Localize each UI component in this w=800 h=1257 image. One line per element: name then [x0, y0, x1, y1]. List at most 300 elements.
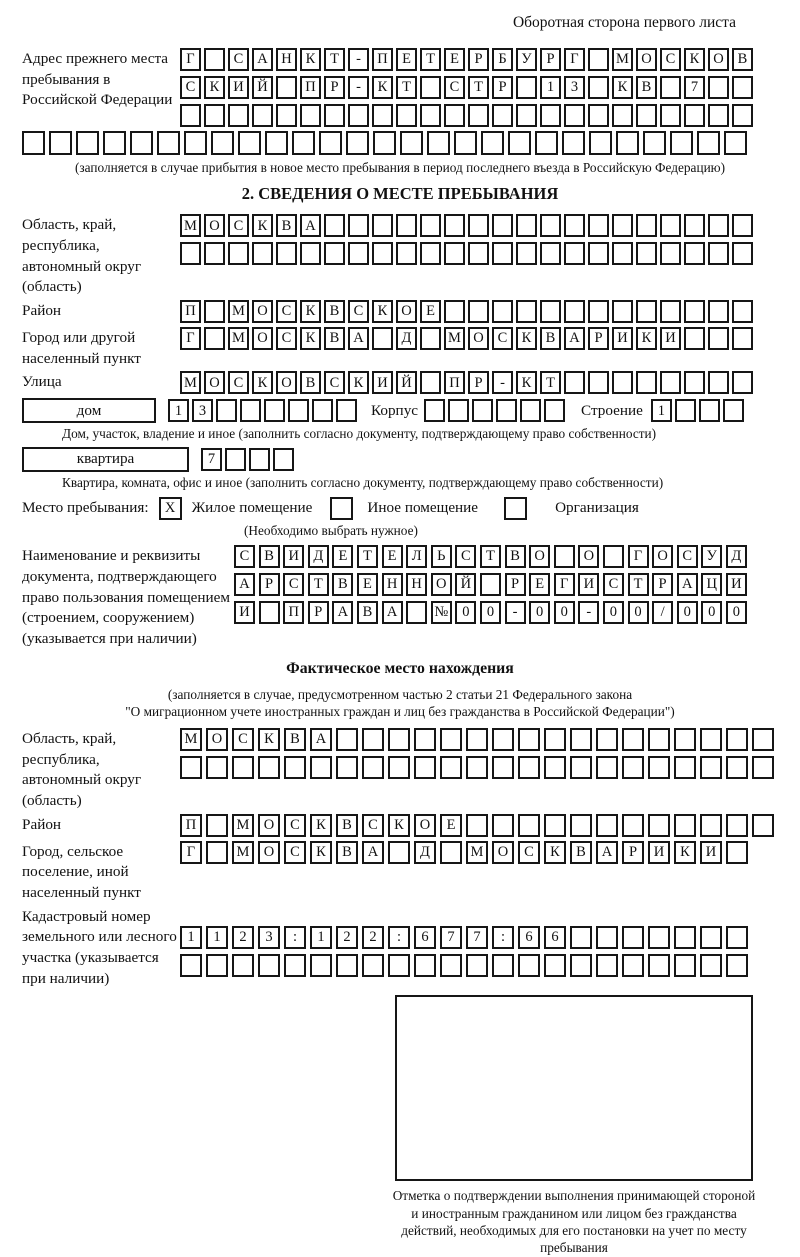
- char-cell[interactable]: К: [684, 48, 705, 71]
- char-cell[interactable]: [468, 104, 489, 127]
- char-cell[interactable]: У: [516, 48, 537, 71]
- char-cell[interactable]: А: [382, 601, 403, 624]
- char-cell[interactable]: [588, 300, 609, 323]
- char-cell[interactable]: Н: [382, 573, 403, 596]
- char-cell[interactable]: И: [578, 573, 599, 596]
- char-cell[interactable]: [420, 104, 441, 127]
- char-cell[interactable]: Р: [468, 48, 489, 71]
- char-cell[interactable]: С: [660, 48, 681, 71]
- char-cell[interactable]: [612, 371, 633, 394]
- char-cell[interactable]: [228, 104, 249, 127]
- char-cell[interactable]: [206, 841, 228, 864]
- char-cell[interactable]: Е: [382, 545, 403, 568]
- char-cell[interactable]: Р: [505, 573, 526, 596]
- char-cell[interactable]: [700, 926, 722, 949]
- char-cell[interactable]: [660, 104, 681, 127]
- char-cell[interactable]: Т: [540, 371, 561, 394]
- char-cell[interactable]: 2: [232, 926, 254, 949]
- char-cell[interactable]: [312, 399, 333, 422]
- char-cell[interactable]: С: [180, 76, 201, 99]
- char-cell[interactable]: [348, 104, 369, 127]
- char-cell[interactable]: М: [612, 48, 633, 71]
- char-cell[interactable]: [697, 131, 720, 155]
- char-cell[interactable]: С: [677, 545, 698, 568]
- char-cell[interactable]: [232, 756, 254, 779]
- char-cell[interactable]: [726, 841, 748, 864]
- char-cell[interactable]: О: [414, 814, 436, 837]
- char-cell[interactable]: А: [677, 573, 698, 596]
- char-cell[interactable]: [22, 131, 45, 155]
- char-cell[interactable]: [420, 242, 441, 265]
- char-cell[interactable]: Р: [308, 601, 329, 624]
- char-cell[interactable]: [540, 300, 561, 323]
- char-cell[interactable]: [444, 214, 465, 237]
- char-cell[interactable]: [732, 300, 753, 323]
- char-cell[interactable]: [554, 545, 575, 568]
- char-cell[interactable]: [180, 954, 202, 977]
- char-cell[interactable]: [674, 728, 696, 751]
- char-cell[interactable]: Т: [308, 573, 329, 596]
- char-cell[interactable]: П: [180, 300, 201, 323]
- char-cell[interactable]: [228, 242, 249, 265]
- char-cell[interactable]: М: [180, 214, 201, 237]
- char-cell[interactable]: [724, 131, 747, 155]
- char-cell[interactable]: О: [431, 573, 452, 596]
- char-cell[interactable]: [564, 214, 585, 237]
- char-cell[interactable]: [516, 76, 537, 99]
- char-cell[interactable]: [564, 242, 585, 265]
- char-cell[interactable]: Б: [492, 48, 513, 71]
- char-cell[interactable]: К: [310, 814, 332, 837]
- char-cell[interactable]: [570, 756, 592, 779]
- char-cell[interactable]: С: [455, 545, 476, 568]
- char-cell[interactable]: В: [332, 573, 353, 596]
- char-cell[interactable]: [732, 104, 753, 127]
- char-cell[interactable]: [372, 242, 393, 265]
- char-cell[interactable]: [284, 954, 306, 977]
- char-cell[interactable]: [588, 104, 609, 127]
- char-cell[interactable]: [400, 131, 423, 155]
- char-cell[interactable]: 7: [466, 926, 488, 949]
- char-cell[interactable]: [258, 756, 280, 779]
- char-cell[interactable]: И: [726, 573, 747, 596]
- char-cell[interactable]: В: [324, 300, 345, 323]
- char-cell[interactable]: [310, 756, 332, 779]
- char-cell[interactable]: [240, 399, 261, 422]
- char-cell[interactable]: [564, 104, 585, 127]
- char-cell[interactable]: [388, 756, 410, 779]
- char-cell[interactable]: Д: [308, 545, 329, 568]
- char-cell[interactable]: Р: [622, 841, 644, 864]
- char-cell[interactable]: [708, 300, 729, 323]
- char-cell[interactable]: 0: [455, 601, 476, 624]
- char-cell[interactable]: [540, 214, 561, 237]
- char-cell[interactable]: [336, 756, 358, 779]
- char-cell[interactable]: [362, 756, 384, 779]
- char-cell[interactable]: [732, 327, 753, 350]
- char-cell[interactable]: [699, 399, 720, 422]
- char-cell[interactable]: [225, 448, 246, 471]
- char-cell[interactable]: [544, 728, 566, 751]
- char-cell[interactable]: 1: [310, 926, 332, 949]
- char-cell[interactable]: П: [180, 814, 202, 837]
- char-cell[interactable]: [726, 756, 748, 779]
- char-cell[interactable]: [348, 242, 369, 265]
- char-cell[interactable]: С: [276, 300, 297, 323]
- char-cell[interactable]: [570, 728, 592, 751]
- char-cell[interactable]: С: [232, 728, 254, 751]
- char-cell[interactable]: [622, 926, 644, 949]
- char-cell[interactable]: [492, 242, 513, 265]
- char-cell[interactable]: [508, 131, 531, 155]
- char-cell[interactable]: [518, 756, 540, 779]
- char-cell[interactable]: [373, 131, 396, 155]
- char-cell[interactable]: М: [180, 371, 201, 394]
- char-cell[interactable]: В: [357, 601, 378, 624]
- char-cell[interactable]: 0: [701, 601, 722, 624]
- char-cell[interactable]: Т: [468, 76, 489, 99]
- char-cell[interactable]: [204, 48, 225, 71]
- char-cell[interactable]: [520, 399, 541, 422]
- char-cell[interactable]: [752, 756, 774, 779]
- char-cell[interactable]: Е: [529, 573, 550, 596]
- char-cell[interactable]: К: [636, 327, 657, 350]
- char-cell[interactable]: О: [276, 371, 297, 394]
- char-cell[interactable]: [636, 371, 657, 394]
- char-cell[interactable]: [440, 954, 462, 977]
- char-cell[interactable]: [570, 926, 592, 949]
- char-cell[interactable]: [492, 728, 514, 751]
- char-cell[interactable]: С: [276, 327, 297, 350]
- checkbox-other-premises[interactable]: [330, 497, 353, 520]
- char-cell[interactable]: [480, 573, 501, 596]
- checkbox-organization[interactable]: [504, 497, 527, 520]
- char-cell[interactable]: 1: [540, 76, 561, 99]
- char-cell[interactable]: [288, 399, 309, 422]
- char-cell[interactable]: [684, 327, 705, 350]
- char-cell[interactable]: Т: [420, 48, 441, 71]
- char-cell[interactable]: Ц: [701, 573, 722, 596]
- char-cell[interactable]: В: [324, 327, 345, 350]
- char-cell[interactable]: [596, 728, 618, 751]
- char-cell[interactable]: Т: [357, 545, 378, 568]
- char-cell[interactable]: С: [284, 841, 306, 864]
- char-cell[interactable]: [684, 214, 705, 237]
- char-cell[interactable]: К: [258, 728, 280, 751]
- char-cell[interactable]: Й: [455, 573, 476, 596]
- char-cell[interactable]: [516, 242, 537, 265]
- char-cell[interactable]: П: [283, 601, 304, 624]
- char-cell[interactable]: [492, 104, 513, 127]
- char-cell[interactable]: В: [570, 841, 592, 864]
- char-cell[interactable]: Д: [414, 841, 436, 864]
- char-cell[interactable]: В: [336, 814, 358, 837]
- char-cell[interactable]: М: [228, 327, 249, 350]
- char-cell[interactable]: Г: [180, 841, 202, 864]
- char-cell[interactable]: И: [660, 327, 681, 350]
- char-cell[interactable]: А: [362, 841, 384, 864]
- char-cell[interactable]: [362, 954, 384, 977]
- char-cell[interactable]: [660, 371, 681, 394]
- char-cell[interactable]: [596, 814, 618, 837]
- char-cell[interactable]: К: [300, 327, 321, 350]
- char-cell[interactable]: П: [372, 48, 393, 71]
- char-cell[interactable]: [180, 756, 202, 779]
- char-cell[interactable]: [674, 954, 696, 977]
- char-cell[interactable]: [204, 327, 225, 350]
- char-cell[interactable]: [180, 104, 201, 127]
- char-cell[interactable]: С: [284, 814, 306, 837]
- char-cell[interactable]: [184, 131, 207, 155]
- char-cell[interactable]: О: [652, 545, 673, 568]
- char-cell[interactable]: 0: [726, 601, 747, 624]
- char-cell[interactable]: И: [234, 601, 255, 624]
- char-cell[interactable]: [570, 814, 592, 837]
- char-cell[interactable]: К: [300, 48, 321, 71]
- char-cell[interactable]: [310, 954, 332, 977]
- char-cell[interactable]: Н: [406, 573, 427, 596]
- char-cell[interactable]: [589, 131, 612, 155]
- char-cell[interactable]: [570, 954, 592, 977]
- char-cell[interactable]: Р: [259, 573, 280, 596]
- char-cell[interactable]: У: [701, 545, 722, 568]
- char-cell[interactable]: [723, 399, 744, 422]
- char-cell[interactable]: К: [612, 76, 633, 99]
- char-cell[interactable]: [324, 104, 345, 127]
- checkbox-residential[interactable]: X: [159, 497, 182, 520]
- char-cell[interactable]: [300, 242, 321, 265]
- char-cell[interactable]: [588, 242, 609, 265]
- char-cell[interactable]: К: [372, 76, 393, 99]
- char-cell[interactable]: [211, 131, 234, 155]
- char-cell[interactable]: Т: [324, 48, 345, 71]
- char-cell[interactable]: П: [300, 76, 321, 99]
- char-cell[interactable]: О: [396, 300, 417, 323]
- char-cell[interactable]: [562, 131, 585, 155]
- char-cell[interactable]: [636, 214, 657, 237]
- char-cell[interactable]: [206, 954, 228, 977]
- char-cell[interactable]: А: [252, 48, 273, 71]
- char-cell[interactable]: [396, 104, 417, 127]
- char-cell[interactable]: [346, 131, 369, 155]
- char-cell[interactable]: [466, 728, 488, 751]
- char-cell[interactable]: К: [388, 814, 410, 837]
- char-cell[interactable]: 6: [544, 926, 566, 949]
- char-cell[interactable]: [238, 131, 261, 155]
- char-cell[interactable]: [544, 814, 566, 837]
- char-cell[interactable]: [708, 242, 729, 265]
- char-cell[interactable]: [708, 76, 729, 99]
- char-cell[interactable]: К: [372, 300, 393, 323]
- char-cell[interactable]: [675, 399, 696, 422]
- char-cell[interactable]: Т: [396, 76, 417, 99]
- char-cell[interactable]: П: [444, 371, 465, 394]
- char-cell[interactable]: [684, 242, 705, 265]
- char-cell[interactable]: [544, 756, 566, 779]
- char-cell[interactable]: С: [362, 814, 384, 837]
- char-cell[interactable]: [319, 131, 342, 155]
- char-cell[interactable]: 3: [564, 76, 585, 99]
- char-cell[interactable]: С: [228, 48, 249, 71]
- char-cell[interactable]: [468, 242, 489, 265]
- char-cell[interactable]: 7: [201, 448, 222, 471]
- char-cell[interactable]: [324, 214, 345, 237]
- char-cell[interactable]: 2: [336, 926, 358, 949]
- char-cell[interactable]: [414, 756, 436, 779]
- char-cell[interactable]: С: [444, 76, 465, 99]
- char-cell[interactable]: [670, 131, 693, 155]
- char-cell[interactable]: [49, 131, 72, 155]
- char-cell[interactable]: -: [578, 601, 599, 624]
- char-cell[interactable]: [726, 926, 748, 949]
- char-cell[interactable]: Т: [628, 573, 649, 596]
- char-cell[interactable]: -: [505, 601, 526, 624]
- char-cell[interactable]: [492, 954, 514, 977]
- char-cell[interactable]: [276, 76, 297, 99]
- char-cell[interactable]: [372, 214, 393, 237]
- char-cell[interactable]: [206, 814, 228, 837]
- char-cell[interactable]: Ь: [431, 545, 452, 568]
- char-cell[interactable]: А: [300, 214, 321, 237]
- char-cell[interactable]: А: [596, 841, 618, 864]
- char-cell[interactable]: Г: [564, 48, 585, 71]
- char-cell[interactable]: [674, 814, 696, 837]
- char-cell[interactable]: [420, 214, 441, 237]
- char-cell[interactable]: И: [612, 327, 633, 350]
- char-cell[interactable]: М: [466, 841, 488, 864]
- char-cell[interactable]: [596, 954, 618, 977]
- char-cell[interactable]: [466, 954, 488, 977]
- char-cell[interactable]: [348, 214, 369, 237]
- char-cell[interactable]: С: [348, 300, 369, 323]
- char-cell[interactable]: [643, 131, 666, 155]
- char-cell[interactable]: [636, 300, 657, 323]
- char-cell[interactable]: [481, 131, 504, 155]
- char-cell[interactable]: [492, 756, 514, 779]
- char-cell[interactable]: 7: [440, 926, 462, 949]
- char-cell[interactable]: [648, 756, 670, 779]
- char-cell[interactable]: [588, 371, 609, 394]
- char-cell[interactable]: 6: [414, 926, 436, 949]
- char-cell[interactable]: [492, 814, 514, 837]
- char-cell[interactable]: [700, 756, 722, 779]
- char-cell[interactable]: 3: [192, 399, 213, 422]
- char-cell[interactable]: [516, 300, 537, 323]
- char-cell[interactable]: Л: [406, 545, 427, 568]
- char-cell[interactable]: [612, 242, 633, 265]
- char-cell[interactable]: [636, 242, 657, 265]
- apartment-type-box[interactable]: [22, 447, 189, 472]
- char-cell[interactable]: [204, 242, 225, 265]
- char-cell[interactable]: [406, 601, 427, 624]
- char-cell[interactable]: №: [431, 601, 452, 624]
- char-cell[interactable]: А: [234, 573, 255, 596]
- char-cell[interactable]: К: [310, 841, 332, 864]
- char-cell[interactable]: -: [348, 76, 369, 99]
- char-cell[interactable]: [535, 131, 558, 155]
- char-cell[interactable]: [252, 104, 273, 127]
- char-cell[interactable]: М: [228, 300, 249, 323]
- char-cell[interactable]: В: [276, 214, 297, 237]
- char-cell[interactable]: [518, 954, 540, 977]
- char-cell[interactable]: [372, 104, 393, 127]
- char-cell[interactable]: [496, 399, 517, 422]
- char-cell[interactable]: [726, 728, 748, 751]
- char-cell[interactable]: [648, 814, 670, 837]
- char-cell[interactable]: В: [300, 371, 321, 394]
- char-cell[interactable]: К: [252, 214, 273, 237]
- char-cell[interactable]: [336, 954, 358, 977]
- char-cell[interactable]: [103, 131, 126, 155]
- char-cell[interactable]: [612, 300, 633, 323]
- char-cell[interactable]: Г: [180, 327, 201, 350]
- char-cell[interactable]: М: [180, 728, 202, 751]
- char-cell[interactable]: О: [204, 371, 225, 394]
- char-cell[interactable]: [660, 76, 681, 99]
- char-cell[interactable]: Н: [276, 48, 297, 71]
- char-cell[interactable]: В: [336, 841, 358, 864]
- char-cell[interactable]: [414, 728, 436, 751]
- char-cell[interactable]: [396, 214, 417, 237]
- char-cell[interactable]: [372, 327, 393, 350]
- char-cell[interactable]: [466, 814, 488, 837]
- char-cell[interactable]: Е: [440, 814, 462, 837]
- char-cell[interactable]: [440, 728, 462, 751]
- char-cell[interactable]: [252, 242, 273, 265]
- char-cell[interactable]: Р: [468, 371, 489, 394]
- char-cell[interactable]: В: [284, 728, 306, 751]
- char-cell[interactable]: [420, 327, 441, 350]
- char-cell[interactable]: И: [283, 545, 304, 568]
- char-cell[interactable]: И: [700, 841, 722, 864]
- char-cell[interactable]: [204, 300, 225, 323]
- char-cell[interactable]: И: [228, 76, 249, 99]
- char-cell[interactable]: [414, 954, 436, 977]
- char-cell[interactable]: [616, 131, 639, 155]
- char-cell[interactable]: В: [636, 76, 657, 99]
- char-cell[interactable]: 0: [628, 601, 649, 624]
- char-cell[interactable]: [636, 104, 657, 127]
- char-cell[interactable]: А: [348, 327, 369, 350]
- char-cell[interactable]: [726, 814, 748, 837]
- char-cell[interactable]: :: [492, 926, 514, 949]
- char-cell[interactable]: [564, 371, 585, 394]
- char-cell[interactable]: 1: [651, 399, 672, 422]
- char-cell[interactable]: [216, 399, 237, 422]
- char-cell[interactable]: О: [708, 48, 729, 71]
- char-cell[interactable]: [700, 954, 722, 977]
- char-cell[interactable]: [516, 214, 537, 237]
- char-cell[interactable]: [732, 242, 753, 265]
- char-cell[interactable]: О: [468, 327, 489, 350]
- char-cell[interactable]: Р: [492, 76, 513, 99]
- char-cell[interactable]: [472, 399, 493, 422]
- char-cell[interactable]: О: [578, 545, 599, 568]
- char-cell[interactable]: С: [228, 371, 249, 394]
- char-cell[interactable]: [603, 545, 624, 568]
- char-cell[interactable]: [726, 954, 748, 977]
- char-cell[interactable]: [596, 756, 618, 779]
- house-type-box[interactable]: [22, 398, 156, 423]
- char-cell[interactable]: О: [529, 545, 550, 568]
- char-cell[interactable]: О: [258, 841, 280, 864]
- char-cell[interactable]: [444, 300, 465, 323]
- char-cell[interactable]: [258, 954, 280, 977]
- char-cell[interactable]: [622, 756, 644, 779]
- char-cell[interactable]: [540, 104, 561, 127]
- char-cell[interactable]: Е: [332, 545, 353, 568]
- char-cell[interactable]: Е: [420, 300, 441, 323]
